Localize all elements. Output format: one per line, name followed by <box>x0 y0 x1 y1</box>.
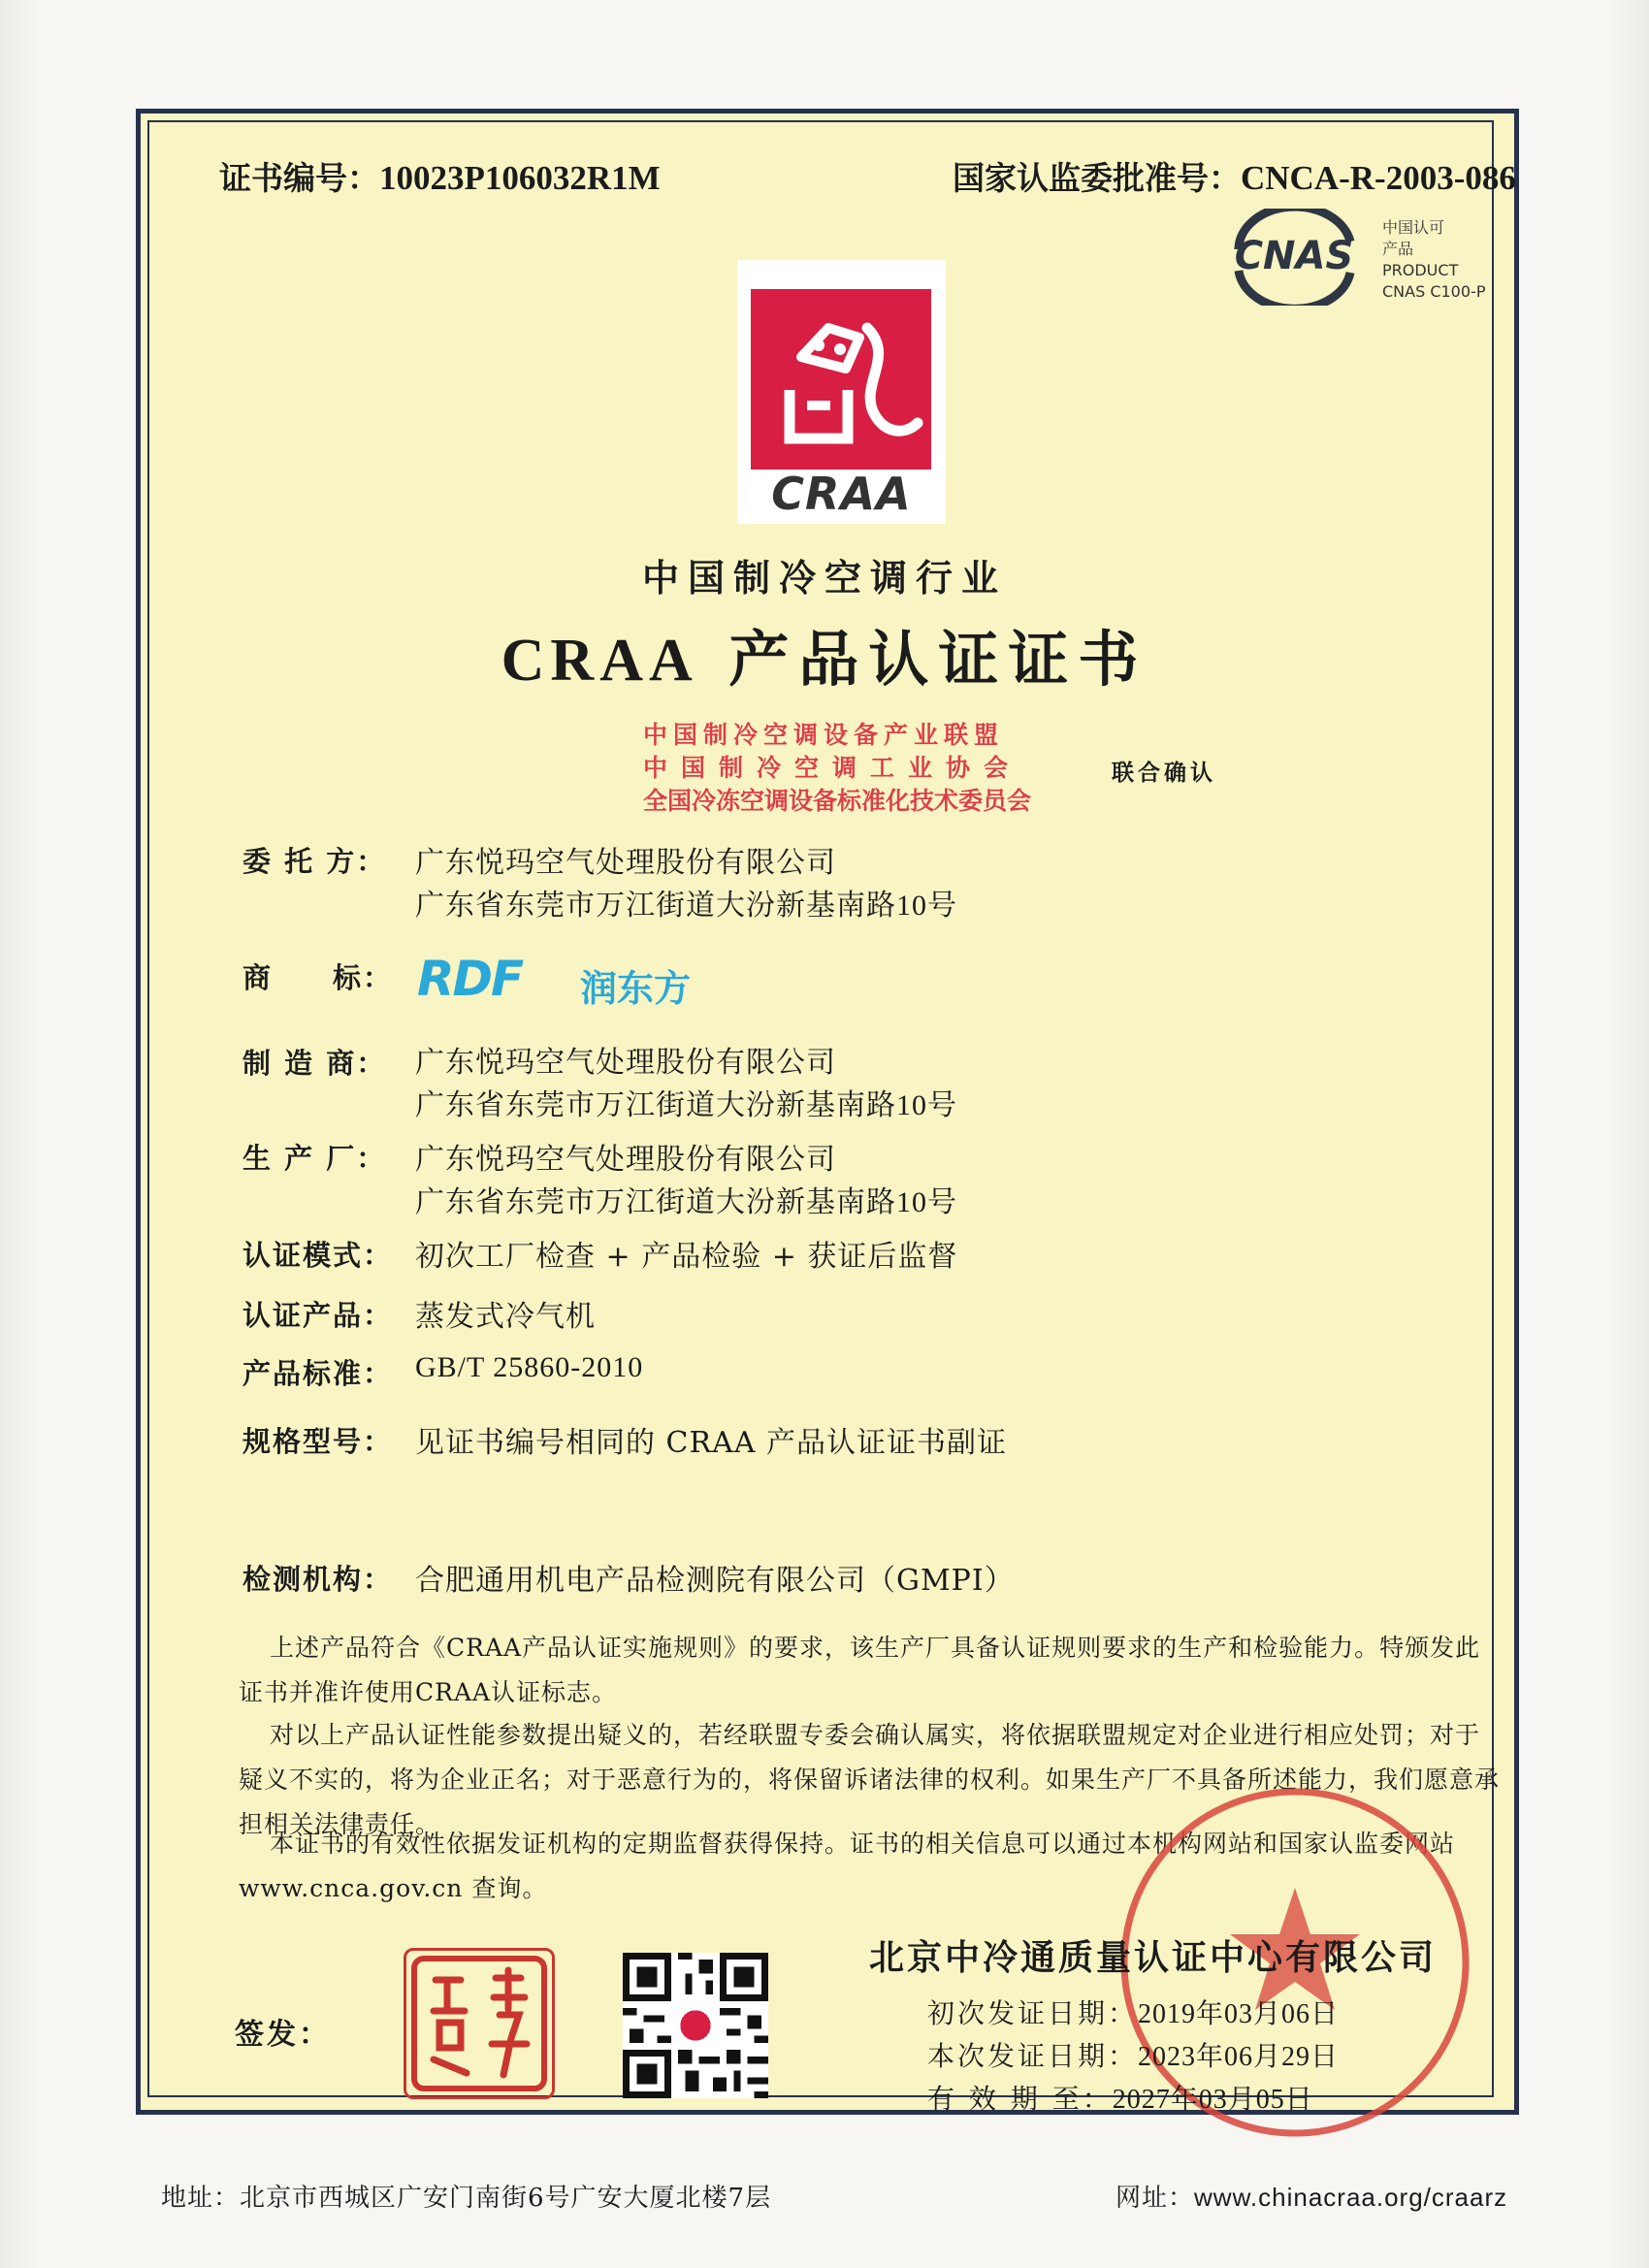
footer-website-link[interactable]: www.chinacraa.org/craarz <box>1194 2183 1508 2212</box>
org-line-3: 全国冷冻空调设备标准化技术委员会 <box>643 787 1032 815</box>
manufacturer-address <box>415 1081 957 1123</box>
standard-label: 产品标准： <box>242 1357 394 1390</box>
cnas-logo-text: CNAS <box>1234 234 1354 278</box>
valid-until-date <box>927 2078 1313 2117</box>
factory-address-number: 10号 <box>896 1186 957 1218</box>
factory-address <box>415 1178 957 1220</box>
org-line-1: 中国制冷空调设备产业联盟 <box>643 721 1005 749</box>
paragraph-conformity: 上述产品符合《CRAA产品认证实施规则》的要求，该生产厂具备认证规则要求的生产和检验能力。特颁发此证书并准许使用CRAA认证标志。 <box>239 1634 1481 1706</box>
footer-website <box>1116 2178 1507 2214</box>
qr-code[interactable] <box>623 1953 768 2098</box>
title-industry: 中国制冷空调行业 <box>641 556 1007 599</box>
craa-emblem-glyph <box>751 289 931 470</box>
sign-label: 签发： <box>235 2018 331 2052</box>
craa-emblem <box>751 289 931 470</box>
cert-mode-label: 认证模式： <box>242 1239 394 1272</box>
joint-confirmation: 联合确认 <box>1112 761 1216 786</box>
footer-website-label: 网址： <box>1116 2184 1195 2213</box>
paragraph-objection: 对以上产品认证性能参数提出疑义的，若经联盟专委会确认属实，将依据联盟规定对企业进行相应处罚；对于疑义不实的，将为企业正名；对于恶意行为的，将保留诉诸法律的权利。如果生产厂不具备所述能力，我们愿意承担相关法律责任。 <box>239 1721 1501 1838</box>
manufacturer-address-street: 广东省东莞市万江街道大汾新基南路 <box>415 1088 896 1122</box>
footer-address-label: 地址： <box>161 2184 241 2213</box>
cnas-caption <box>1382 217 1485 303</box>
craa-logo <box>737 260 946 524</box>
spec-label: 规格型号： <box>242 1425 394 1458</box>
client-label: 委 托 方： <box>242 845 387 878</box>
brand-label: 商 标： <box>242 961 394 994</box>
manufacturer-name: 广东悦玛空气处理股份有限公司 <box>415 1046 836 1080</box>
factory-label: 生 产 厂： <box>242 1142 387 1175</box>
cert-product-label: 认证产品： <box>242 1299 394 1332</box>
brand-logo-cn: 润东方 <box>580 967 692 1010</box>
this-issue-label: 本次发证日期： <box>927 2040 1139 2072</box>
manufacturer-label: 制 造 商： <box>242 1047 387 1080</box>
footer-address <box>161 2178 771 2214</box>
first-issue-label: 初次发证日期： <box>927 1997 1139 2029</box>
footer-address-value: 北京市西城区广安门南街6号广安大厦北楼7层 <box>240 2184 772 2213</box>
lab-value: 合肥通用机电产品检测院有限公司（GMPI） <box>415 1564 1015 1598</box>
cert-number <box>219 153 661 199</box>
manufacturer-address-number: 10号 <box>896 1089 957 1121</box>
cnca-value: CNCA-R-2003-086 <box>1241 159 1516 197</box>
cert-number-label: 证书编号： <box>219 159 379 197</box>
valid-until-value: 2027年03月05日 <box>1112 2085 1313 2115</box>
cnas-logo <box>1225 209 1364 306</box>
org-line-2: 中国制冷空调工业协会 <box>643 754 1022 782</box>
client-address-number: 10号 <box>896 890 957 922</box>
cnas-line-1: 中国认可 <box>1382 218 1445 237</box>
this-issue-date <box>927 2035 1339 2074</box>
signature-seal <box>404 1948 555 2099</box>
cnca-approval <box>953 153 1516 199</box>
spec-value: 见证书编号相同的 CRAA 产品认证证书副证 <box>415 1426 1007 1460</box>
first-issue-value: 2019年03月06日 <box>1138 1999 1340 2029</box>
client-address <box>415 881 957 923</box>
paragraph-validity: 本证书的有效性依据发证机构的定期监督获得保持。证书的相关信息可以通过本机构网站和国家认监委网站 www.cnca.gov.cn 查询。 <box>239 1830 1456 1902</box>
cert-number-value: 10023P106032R1M <box>379 159 661 197</box>
factory-name: 广东悦玛空气处理股份有限公司 <box>415 1143 836 1177</box>
cnas-line-3: PRODUCT <box>1382 261 1459 279</box>
title-certificate <box>0 611 1649 697</box>
factory-address-street: 广东省东莞市万江街道大汾新基南路 <box>415 1185 896 1219</box>
valid-until-label: 有 效 期 至： <box>927 2083 1113 2115</box>
craa-logo-word: CRAA <box>771 468 912 520</box>
title-cert-name: 产品认证证书 <box>728 624 1148 695</box>
cnas-line-4: CNAS C100-P <box>1382 282 1486 301</box>
brand-logo-rdf: RDF <box>417 951 523 1007</box>
standard-value: GB/T 25860-2010 <box>415 1351 644 1383</box>
issuer-name: 北京中冷通质量认证中心有限公司 <box>869 1937 1438 1978</box>
client-name: 广东悦玛空气处理股份有限公司 <box>415 846 836 880</box>
cnas-line-2: 产品 <box>1382 240 1414 258</box>
cert-product-value: 蒸发式冷气机 <box>415 1300 596 1334</box>
cnca-label: 国家认监委批准号： <box>953 159 1241 197</box>
title-craa: CRAA <box>501 628 698 694</box>
lab-label: 检测机构： <box>242 1563 394 1596</box>
first-issue-date <box>927 1993 1339 2031</box>
this-issue-value: 2023年06月29日 <box>1138 2042 1340 2072</box>
client-address-street: 广东省东莞市万江街道大汾新基南路 <box>415 889 896 923</box>
cert-mode-value: 初次工厂检查 + 产品检验 + 获证后监督 <box>415 1240 958 1274</box>
